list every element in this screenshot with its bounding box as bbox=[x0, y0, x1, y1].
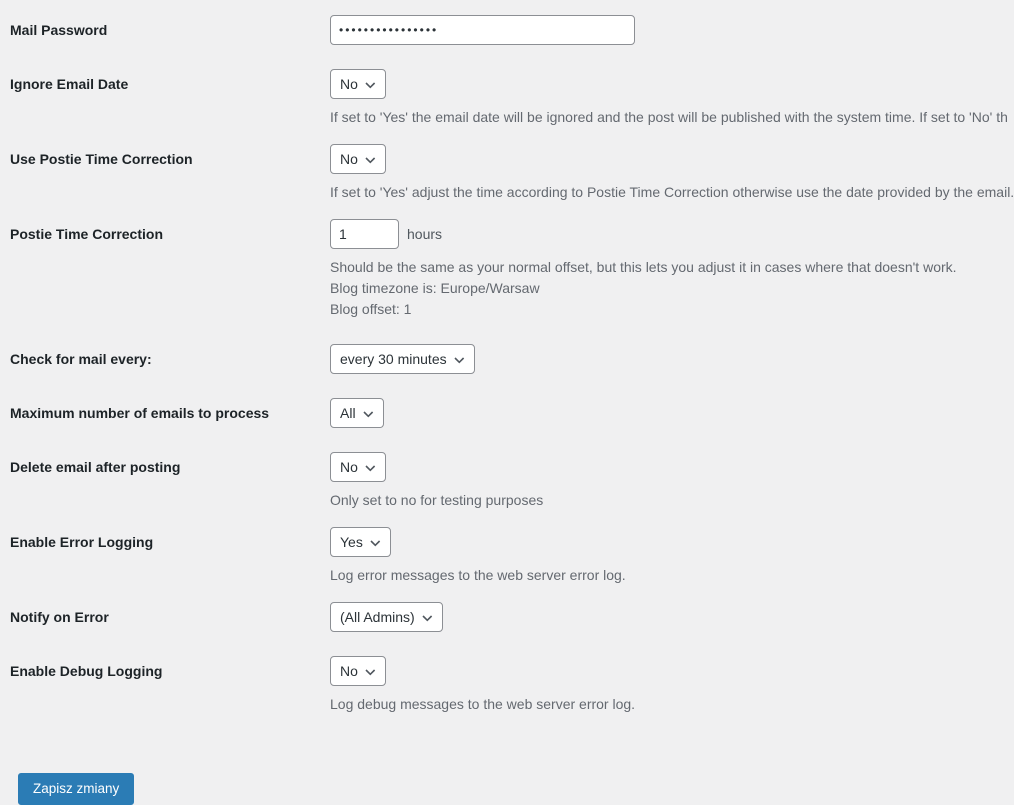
select-value: No bbox=[340, 663, 358, 679]
delete-email-select[interactable] bbox=[330, 452, 386, 482]
hours-suffix: hours bbox=[407, 226, 443, 242]
chevron-down-icon bbox=[365, 157, 376, 164]
select-value: No bbox=[340, 76, 358, 92]
use-time-correction-description: If set to 'Yes' adjust the time according to Postie Time Correction otherwise use the date provided by the email. bbox=[330, 184, 1014, 200]
form-row-check-interval bbox=[0, 344, 1012, 374]
debug-logging-label: Enable Debug Logging bbox=[10, 663, 163, 679]
use-time-correction-select[interactable] bbox=[330, 144, 386, 174]
ignore-email-date-description: If set to 'Yes' the email date will be ignored and the post will be published with the system time. If set to 'No' th bbox=[330, 109, 1008, 125]
form-row-time-correction bbox=[0, 219, 1012, 320]
notify-on-error-select[interactable] bbox=[330, 602, 443, 632]
error-logging-select[interactable] bbox=[330, 527, 391, 557]
time-correction-label: Postie Time Correction bbox=[10, 226, 164, 242]
save-changes-button[interactable]: Zapisz zmiany bbox=[18, 773, 134, 805]
form-row-notify-on-error bbox=[0, 602, 1012, 632]
form-row-ignore-email-date bbox=[0, 69, 1012, 128]
debug-logging-select[interactable] bbox=[330, 656, 386, 686]
select-value: Yes bbox=[340, 534, 363, 550]
select-value: No bbox=[340, 151, 358, 167]
max-emails-label: Maximum number of emails to process bbox=[10, 405, 270, 421]
chevron-down-icon bbox=[370, 540, 381, 547]
ignore-email-date-label: Ignore Email Date bbox=[10, 76, 129, 92]
form-row-delete-email bbox=[0, 452, 1012, 511]
select-value: All bbox=[340, 405, 356, 421]
time-correction-description: Should be the same as your normal offset, but this lets you adjust it in cases where that doesn't work. bbox=[330, 259, 957, 275]
chevron-down-icon bbox=[365, 669, 376, 676]
use-time-correction-label: Use Postie Time Correction bbox=[10, 151, 193, 167]
time-correction-input[interactable] bbox=[330, 219, 399, 249]
check-interval-select[interactable] bbox=[330, 344, 475, 374]
chevron-down-icon bbox=[365, 465, 376, 472]
check-interval-label: Check for mail every: bbox=[10, 351, 152, 367]
chevron-down-icon bbox=[365, 82, 376, 89]
select-value: No bbox=[340, 459, 358, 475]
chevron-down-icon bbox=[454, 357, 465, 364]
select-value: every 30 minutes bbox=[340, 351, 447, 367]
max-emails-select[interactable] bbox=[330, 398, 384, 428]
blog-timezone-text: Blog timezone is: Europe/Warsaw bbox=[330, 280, 540, 296]
delete-email-label: Delete email after posting bbox=[10, 459, 181, 475]
error-logging-label: Enable Error Logging bbox=[10, 534, 154, 550]
form-row-max-emails bbox=[0, 398, 1012, 428]
error-logging-description: Log error messages to the web server error log. bbox=[330, 567, 626, 583]
chevron-down-icon bbox=[363, 411, 374, 418]
form-row-mail-password bbox=[0, 15, 1012, 45]
debug-logging-description: Log debug messages to the web server error log. bbox=[330, 696, 636, 712]
delete-email-description: Only set to no for testing purposes bbox=[330, 492, 544, 508]
mail-password-label: Mail Password bbox=[10, 22, 108, 38]
form-row-error-logging bbox=[0, 527, 1012, 586]
mail-password-input[interactable] bbox=[330, 15, 635, 45]
ignore-email-date-select[interactable] bbox=[330, 69, 386, 99]
form-row-debug-logging bbox=[0, 656, 1012, 715]
chevron-down-icon bbox=[422, 615, 433, 622]
select-value: (All Admins) bbox=[340, 609, 415, 625]
form-row-use-time-correction bbox=[0, 144, 1012, 203]
blog-offset-text: Blog offset: 1 bbox=[330, 301, 412, 317]
notify-on-error-label: Notify on Error bbox=[10, 609, 109, 625]
